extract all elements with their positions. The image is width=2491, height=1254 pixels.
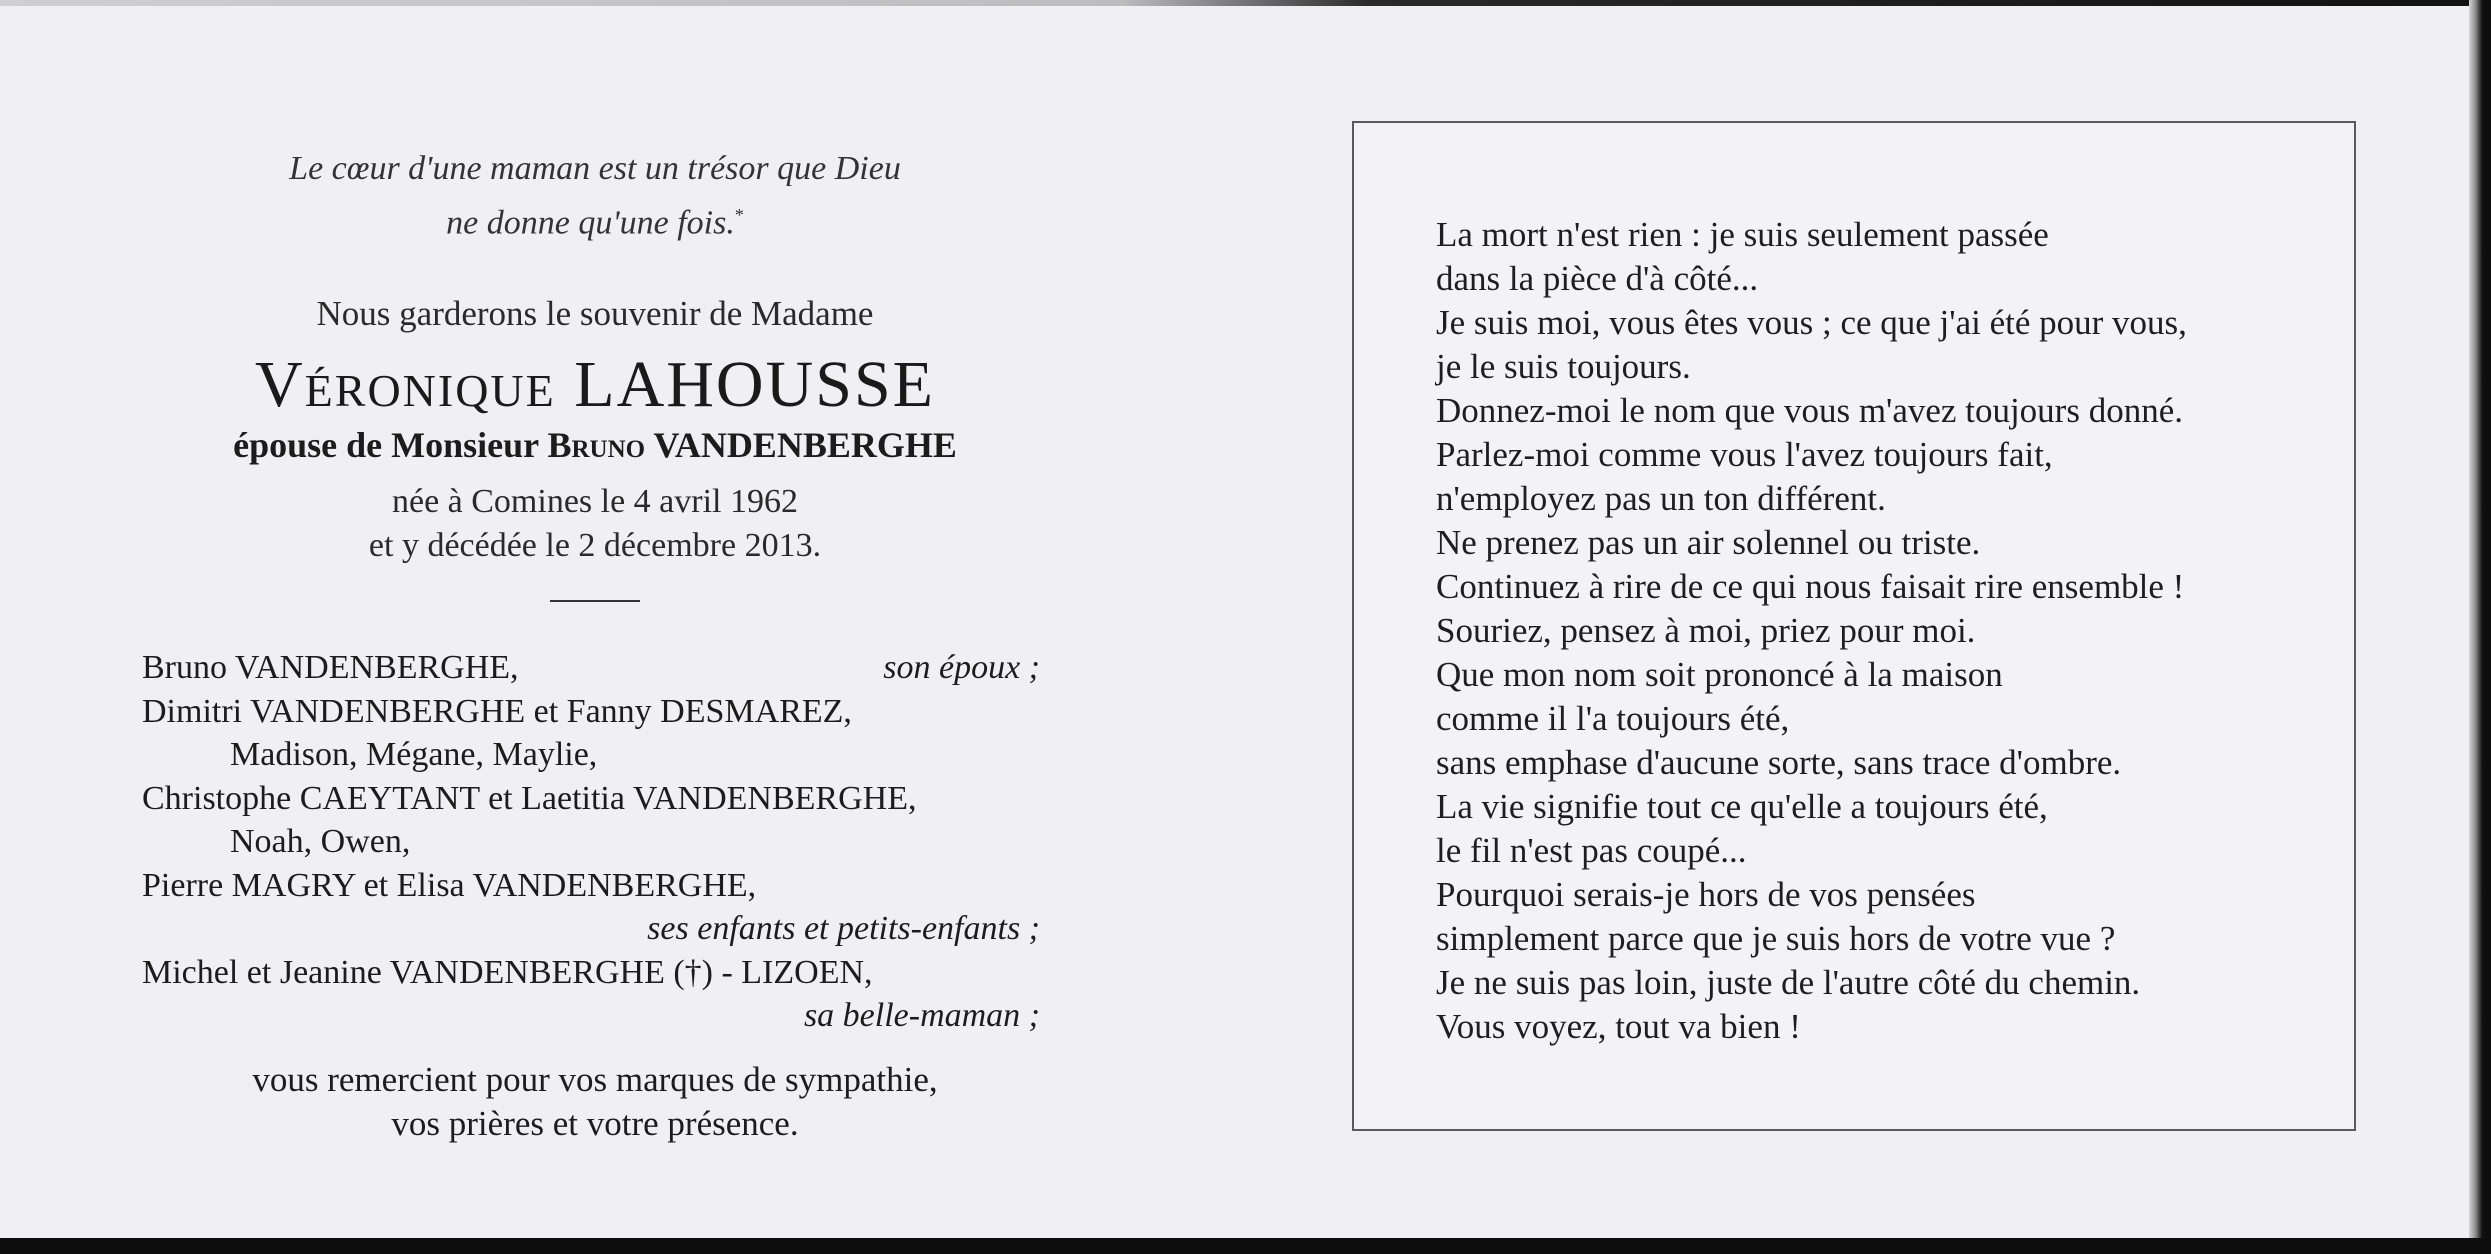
poem-line: Vous voyez, tout va bien ! bbox=[1436, 1007, 1801, 1046]
family-row bbox=[142, 733, 1112, 777]
poem-frame bbox=[1352, 121, 2356, 1131]
memorial-left-panel bbox=[130, 146, 1100, 1146]
family-row bbox=[142, 690, 1112, 734]
poem-line: je le suis toujours. bbox=[1436, 347, 1691, 386]
scan-edge-right bbox=[2469, 0, 2491, 1254]
family-row bbox=[142, 777, 1112, 821]
poem-line: Pourquoi serais-je hors de vos pensées bbox=[1436, 875, 1976, 914]
family-role: son époux ; bbox=[883, 649, 1040, 687]
family-member: Madison, Mégane, Maylie, bbox=[230, 736, 598, 774]
scan-edge-top bbox=[0, 0, 2491, 6]
poem-line: Parlez-moi comme vous l'avez toujours fait, bbox=[1436, 435, 2053, 474]
poem-line: Je suis moi, vous êtes vous ; ce que j'ai été pour vous, bbox=[1436, 303, 2187, 342]
deceased-last-name: LAHOUSSE bbox=[574, 348, 935, 422]
poem-line: La vie signifie tout ce qu'elle a toujours été, bbox=[1436, 787, 2048, 826]
memorial-card bbox=[0, 6, 2469, 1238]
spouse-last-name: VANDENBERGHE bbox=[645, 425, 957, 466]
family-row bbox=[142, 994, 1112, 1038]
family-member: Dimitri VANDENBERGHE et Fanny DESMAREZ, bbox=[142, 692, 852, 730]
poem-line: Ne prenez pas un air solennel ou triste. bbox=[1436, 523, 1981, 562]
poem-line: simplement parce que je suis hors de votre vue ? bbox=[1436, 919, 2116, 958]
deceased-first-name: Véronique bbox=[255, 348, 556, 422]
birth-line: née à Comines le 4 avril 1962 bbox=[391, 483, 798, 521]
poem-line: n'employez pas un ton différent. bbox=[1436, 479, 1886, 518]
poem-line: sans emphase d'aucune sorte, sans trace d'ombre. bbox=[1436, 743, 2122, 782]
spouse-first-name: Bruno bbox=[547, 425, 646, 466]
poem-line: comme il l'a toujours été, bbox=[1436, 699, 1790, 738]
separator-rule bbox=[550, 600, 640, 602]
family-row bbox=[142, 646, 1112, 690]
family-row bbox=[142, 864, 1112, 908]
spouse-line bbox=[90, 424, 1100, 466]
quote-line-1: Le cœur d'une maman est un trésor que Dieu bbox=[289, 150, 901, 187]
deceased-name bbox=[90, 348, 1100, 422]
family-member: Noah, Owen, bbox=[230, 823, 411, 861]
intro-text: Nous garderons le souvenir de Madame bbox=[316, 294, 874, 334]
quote-line-2 bbox=[90, 192, 1100, 246]
family-row bbox=[142, 951, 1112, 995]
scan-edge-bottom bbox=[0, 1238, 2491, 1254]
thanks-line-2: vos prières et votre présence. bbox=[391, 1103, 799, 1143]
quote-footnote-mark: * bbox=[734, 205, 744, 225]
poem-line: Que mon nom soit prononcé à la maison bbox=[1436, 655, 2003, 694]
poem-line: Souriez, pensez à moi, priez pour moi. bbox=[1436, 611, 1976, 650]
family-row bbox=[142, 907, 1112, 951]
epigraph-quote bbox=[90, 146, 1100, 246]
thanks-line-1: vous remercient pour vos marques de sympathie, bbox=[252, 1059, 938, 1099]
family-role: ses enfants et petits-enfants ; bbox=[647, 910, 1040, 948]
poem-line: Donnez-moi le nom que vous m'avez toujours donné. bbox=[1436, 391, 2183, 430]
family-member: Bruno VANDENBERGHE, bbox=[142, 649, 519, 687]
poem-text bbox=[1436, 213, 2187, 1049]
spouse-prefix: épouse de Monsieur bbox=[233, 425, 548, 466]
poem-line: dans la pièce d'à côté... bbox=[1436, 259, 1759, 298]
family-list bbox=[142, 646, 1112, 1038]
family-member: Michel et Jeanine VANDENBERGHE (†) - LIZOEN, bbox=[142, 953, 873, 991]
life-dates bbox=[90, 480, 1100, 568]
poem-line: La mort n'est rien : je suis seulement passée bbox=[1436, 215, 2049, 254]
quote-line-2-text: ne donne qu'une fois. bbox=[446, 204, 735, 242]
poem-line: Je ne suis pas loin, juste de l'autre côté du chemin. bbox=[1436, 963, 2141, 1002]
thanks-text bbox=[90, 1058, 1100, 1146]
family-role: sa belle-maman ; bbox=[803, 997, 1040, 1035]
family-member: Christophe CAEYTANT et Laetitia VANDENBERGHE, bbox=[142, 779, 917, 817]
death-line: et y décédée le 2 décembre 2013. bbox=[368, 527, 822, 565]
family-member: Pierre MAGRY et Elisa VANDENBERGHE, bbox=[142, 866, 757, 904]
poem-line: Continuez à rire de ce qui nous faisait rire ensemble ! bbox=[1436, 567, 2185, 606]
poem-line: le fil n'est pas coupé... bbox=[1436, 831, 1747, 870]
family-row bbox=[142, 820, 1112, 864]
